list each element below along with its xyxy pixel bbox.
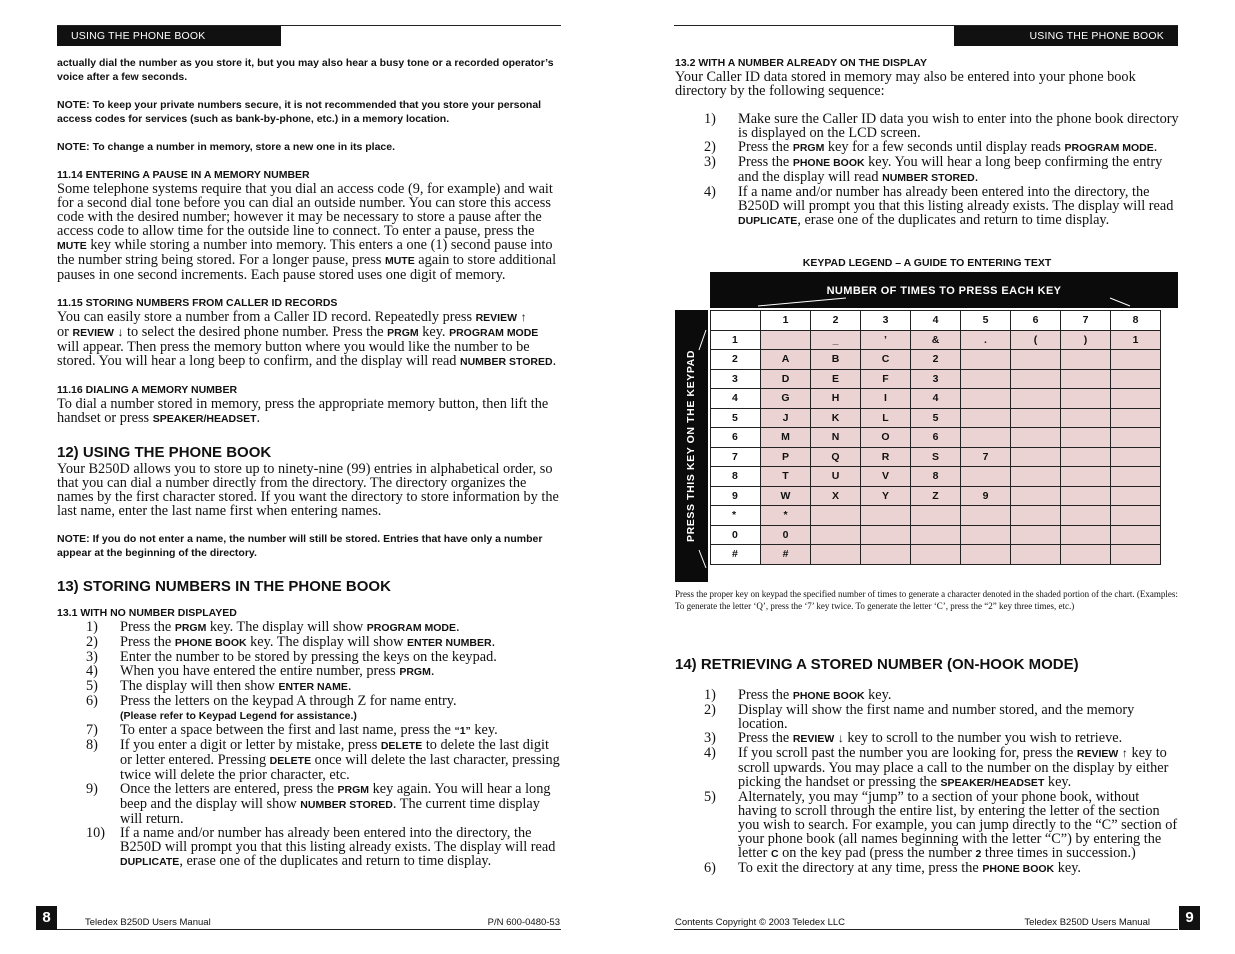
table-cell [911, 545, 961, 565]
list-item: 4) If a name and/or number has already been entered into the directory, the B250D will prompt you that this listing already exists. The display will read DUPLICATE, erase one of the duplicates and return to time display. [704, 184, 1174, 228]
table-cell [961, 428, 1011, 448]
table-cell [1111, 428, 1161, 448]
table-cell [1011, 506, 1061, 526]
table-cell [1011, 350, 1061, 370]
left-column [57, 56, 561, 869]
table-cell [961, 506, 1011, 526]
table-cell: B [811, 350, 861, 370]
table-cell: * [761, 506, 811, 526]
table-cell: T [761, 467, 811, 487]
section-13-title: 13) STORING NUMBERS IN THE PHONE BOOK [57, 578, 391, 595]
table-cell: P [761, 447, 811, 467]
footer-right-right: Teledex B250D Users Manual [1024, 917, 1150, 928]
banner-bracket-lines [710, 272, 1178, 308]
table-row [711, 545, 1161, 565]
table-cell [1061, 545, 1111, 565]
list-item: 4) When you have entered the entire number, press PRGM. [86, 663, 435, 679]
table-cell [811, 525, 861, 545]
table-cell: C [861, 350, 911, 370]
table-cell [1111, 350, 1161, 370]
table-cell [1111, 467, 1161, 487]
table-cell [1061, 467, 1111, 487]
list-item: 9) Once the letters are entered, press the PRGM key again. You will hear a long beep and the display will show NUMBER STORED. The current time display will return. [86, 781, 551, 827]
table-cell: Q [811, 447, 861, 467]
section-11-16-body: To dial a number stored in memory, press the appropriate memory button, then lift the handset or press SPEAKER/HEADSET. [57, 396, 549, 426]
footer-rule-right [674, 929, 1178, 930]
table-cell: H [811, 389, 861, 409]
section-13-1-title: 13.1 WITH NO NUMBER DISPLAYED [57, 607, 237, 619]
table-cell: V [861, 467, 911, 487]
table-cell [1061, 486, 1111, 506]
table-cell [861, 545, 911, 565]
table-cell: D [761, 369, 811, 389]
table-cell [1011, 369, 1061, 389]
table-cell [1011, 428, 1061, 448]
row-key: 2 [711, 350, 761, 370]
section-14-steps [675, 688, 1179, 876]
table-cell: 7 [961, 447, 1011, 467]
table-cell: 4 [911, 389, 961, 409]
table-cell [1061, 428, 1111, 448]
table-row [711, 350, 1161, 370]
list-item: 5) Alternately, you may “jump” to a section of your phone book, without having to scroll through the entire list, by entering the letter of the section you wish to search. For example, you can jump directly to the “C” section of your phone book (all names beginning with the letter “C”) by entering the letter C on the key pad (press the number 2 three times in succession.) [704, 789, 1178, 861]
table-cell [961, 545, 1011, 565]
table-row [711, 389, 1161, 409]
table-cell: K [811, 408, 861, 428]
table-cell [861, 506, 911, 526]
table-cell: W [761, 486, 811, 506]
table-cell [961, 369, 1011, 389]
section-13-2-title: 13.2 WITH A NUMBER ALREADY ON THE DISPLAY [675, 57, 928, 69]
table-cell: ( [1011, 330, 1061, 350]
list-item: 10) If a name and/or number has already been entered into the directory, the B250D will prompt you that this listing already exists. The display will read DUPLICATE, erase one of the duplicates and return to time display. [86, 825, 556, 869]
list-item: 5) The display will then show ENTER NAME. [86, 678, 352, 694]
table-cell: 2 [911, 350, 961, 370]
table-cell: 5 [911, 408, 961, 428]
list-item: 7) To enter a space between the first and last name, press the “1” key. [86, 722, 498, 738]
keypad-caption: Press the proper key on keypad the specified number of times to generate a character denoted in the shaded portion of the chart. (Examples: To generate the letter ‘Q’, press the ‘7’ key twice. To generate the letter ‘C’, press the “2” key three times, etc.) [675, 589, 1178, 611]
page-number-right: 9 [1179, 906, 1200, 930]
table-row [711, 408, 1161, 428]
table-cell: R [861, 447, 911, 467]
table-cell [1061, 408, 1111, 428]
table-cell: N [811, 428, 861, 448]
col-header: 3 [861, 311, 911, 331]
list-item: 8) If you enter a digit or letter by mistake, press DELETE to delete the last digit or letter entered. Pressing DELETE once will delete the last character, pressing twice will delete the prior character, etc. [86, 737, 560, 783]
list-item: 3) Enter the number to be stored by pressing the keys on the keypad. [86, 649, 497, 665]
table-cell: X [811, 486, 861, 506]
table-cell [761, 330, 811, 350]
row-key: 8 [711, 467, 761, 487]
table-row [711, 506, 1161, 526]
section-14 [675, 656, 1179, 876]
table-cell: L [861, 408, 911, 428]
col-header: 5 [961, 311, 1011, 331]
table-cell: M [761, 428, 811, 448]
table-cell: & [911, 330, 961, 350]
table-cell [961, 408, 1011, 428]
table-cell [961, 467, 1011, 487]
table-cell [811, 545, 861, 565]
table-cell [1111, 369, 1161, 389]
arrow-down-icon: ↓ [837, 731, 844, 745]
table-cell: 6 [911, 428, 961, 448]
table-cell: E [811, 369, 861, 389]
keypad-legend [675, 272, 1178, 582]
table-row [711, 467, 1161, 487]
table-cell: F [861, 369, 911, 389]
section-12-note: NOTE: If you do not enter a name, the number will still be stored. Entries that have only a number appear at the beginning of the directory. [57, 533, 543, 559]
page-8 [0, 0, 617, 954]
section-11-14-title: 11.14 ENTERING A PAUSE IN A MEMORY NUMBER [57, 169, 310, 181]
row-key: # [711, 545, 761, 565]
col-header: 1 [761, 311, 811, 331]
header-tab: USING THE PHONE BOOK [954, 26, 1178, 46]
intro-text: actually dial the number as you store it, but you may also hear a busy tone or a recorded operator’s voice after a few seconds. [57, 57, 554, 83]
keypad-banner [710, 272, 1178, 308]
row-key: * [711, 506, 761, 526]
table-cell [961, 389, 1011, 409]
list-item: 3) Press the REVIEW ↓ key to scroll to the number you wish to retrieve. [704, 730, 1123, 746]
list-item: 1) Press the PRGM key. The display will show PROGRAM MODE. [86, 619, 460, 635]
section-12-body: Your B250D allows you to store up to ninety-nine (99) entries in alphabetical order, so that you can dial a number directly from the directory. The directory organizes the names by the first character stored. If you want the directory to store information by the last name, enter the last name first when entering names. [57, 461, 559, 519]
table-cell [1111, 525, 1161, 545]
list-item: 4) If you scroll past the number you are looking for, press the REVIEW ↑ key to scroll upwards. You may place a call to the number on the display by either picking the handset or pressing the SPEAKER/HEADSET key. [704, 745, 1169, 790]
table-row [711, 369, 1161, 389]
list-item: 2) Display will show the first name and number stored, and the memory location. [704, 702, 1135, 732]
table-cell [1111, 486, 1161, 506]
table-cell: 9 [961, 486, 1011, 506]
section-12-title: 12) USING THE PHONE BOOK [57, 444, 272, 461]
table-row [711, 486, 1161, 506]
table-row [711, 447, 1161, 467]
list-item: 1) Press the PHONE BOOK key. [704, 687, 892, 703]
table-cell: A [761, 350, 811, 370]
list-item: 6) To exit the directory at any time, press the PHONE BOOK key. [704, 860, 1081, 876]
table-cell: . [961, 330, 1011, 350]
table-cell [861, 525, 911, 545]
table-cell [811, 506, 861, 526]
table-cell [1111, 447, 1161, 467]
table-cell: _ [811, 330, 861, 350]
table-cell: 3 [911, 369, 961, 389]
section-13-1-steps [57, 620, 561, 869]
list-item: 2) Press the PRGM key for a few seconds until display reads PROGRAM MODE. [704, 139, 1158, 155]
footer-left-right: Contents Copyright © 2003 Teledex LLC [675, 917, 846, 928]
table-cell [1011, 408, 1061, 428]
table-cell: Y [861, 486, 911, 506]
table-cell: I [861, 389, 911, 409]
list-item: 3) Press the PHONE BOOK key. You will hear a long beep confirming the entry and the display will read NUMBER STORED. [704, 154, 1163, 185]
table-cell: 0 [761, 525, 811, 545]
keypad-side-label: PRESS THIS KEY ON THE KEYPAD [675, 310, 708, 582]
col-header: 4 [911, 311, 961, 331]
table-cell [911, 525, 961, 545]
list-item: 2) Press the PHONE BOOK key. The display will show ENTER NUMBER. [86, 634, 496, 650]
table-cell [1011, 467, 1061, 487]
table-cell: ’ [861, 330, 911, 350]
table-cell [1111, 389, 1161, 409]
footer-left: Teledex B250D Users Manual [85, 917, 211, 928]
section-11-15-body: You can easily store a number from a Caller ID record. Repeatedly press REVIEW ↑ or REVIEW ↓ to select the desired phone number. Press the PRGM key. PROGRAM MODE will appear. Then press the memory button where you would like the number to be stored. You will hear a long beep to confirm, and the display will read NUMBER STORED. [57, 309, 557, 369]
right-column [675, 56, 1179, 228]
table-cell [1111, 545, 1161, 565]
row-key: 7 [711, 447, 761, 467]
table-row [711, 330, 1161, 350]
list-item: 6) Press the letters on the keypad A through Z for name entry. (Please refer to Keypad Legend for assistance.) [86, 693, 457, 722]
arrow-up-icon: ↑ [520, 310, 527, 324]
list-item: 1) Make sure the Caller ID data you wish to enter into the phone book directory is displayed on the LCD screen. [704, 111, 1179, 141]
section-11-14-body: Some telephone systems require that you dial an access code (9, for example) and wait for a second dial tone before you can dial an outside number. You can store this access code with the desired number; however it may be necessary to store a pause after the access code to allow time for the outside line to connect. To enter a pause, press the MUTE key while storing a number into memory. This enters a one (1) second pause into the number string being stored. For a longer pause, press MUTE again to store additional pauses in one second increments. Each pause stored uses one digit of memory. [57, 181, 557, 283]
row-key: 3 [711, 369, 761, 389]
header-tab: USING THE PHONE BOOK [57, 26, 281, 46]
table-cell [961, 350, 1011, 370]
table-cell [1061, 389, 1111, 409]
table-cell [1061, 350, 1111, 370]
table-cell [1061, 369, 1111, 389]
table-cell [1011, 447, 1061, 467]
arrow-down-icon: ↓ [117, 325, 124, 339]
row-key: 0 [711, 525, 761, 545]
row-key: 4 [711, 389, 761, 409]
note-change: NOTE: To change a number in memory, store a new one in its place. [57, 141, 396, 153]
col-header: 2 [811, 311, 861, 331]
table-cell: G [761, 389, 811, 409]
table-row [711, 428, 1161, 448]
table-cell [1011, 486, 1061, 506]
row-key: 5 [711, 408, 761, 428]
row-key: 9 [711, 486, 761, 506]
table-cell: Z [911, 486, 961, 506]
table-cell [961, 525, 1011, 545]
table-cell: U [811, 467, 861, 487]
col-header: 7 [1061, 311, 1111, 331]
table-cell: ) [1061, 330, 1111, 350]
section-13-2-intro: Your Caller ID data stored in memory may also be entered into your phone book directory by the following sequence: [675, 69, 1136, 99]
section-14-title: 14) RETRIEVING A STORED NUMBER (ON-HOOK MODE) [675, 656, 1079, 673]
table-cell: 1 [1111, 330, 1161, 350]
table-cell [1061, 506, 1111, 526]
table-cell [1011, 389, 1061, 409]
table-row [711, 525, 1161, 545]
table-cell: # [761, 545, 811, 565]
table-cell [1011, 545, 1061, 565]
keypad-legend-title: KEYPAD LEGEND – A GUIDE TO ENTERING TEXT [802, 257, 1052, 269]
table-cell [911, 506, 961, 526]
arrow-up-icon: ↑ [1121, 746, 1128, 760]
col-header: 6 [1011, 311, 1061, 331]
side-bracket-lines [675, 310, 708, 582]
footer-rule [57, 929, 561, 930]
table-cell [1061, 447, 1111, 467]
row-key: 1 [711, 330, 761, 350]
col-header: 8 [1111, 311, 1161, 331]
table-cell [1061, 525, 1111, 545]
table-cell: 8 [911, 467, 961, 487]
table-cell [1011, 525, 1061, 545]
section-11-16-title: 11.16 DIALING A MEMORY NUMBER [57, 384, 238, 396]
table-cell [1111, 506, 1161, 526]
corner-cell [711, 311, 761, 331]
row-key: 6 [711, 428, 761, 448]
page-number: 8 [36, 906, 57, 930]
section-13-2-steps [675, 112, 1179, 228]
keypad-table [710, 310, 1161, 565]
note-security: NOTE: To keep your private numbers secure, it is not recommended that you store your personal access codes for services (such as bank-by-phone, etc.) in a memory location. [57, 99, 542, 125]
table-cell: S [911, 447, 961, 467]
section-11-15-title: 11.15 STORING NUMBERS FROM CALLER ID RECORDS [57, 297, 338, 309]
keypad-banner-label: NUMBER OF TIMES TO PRESS EACH KEY [826, 285, 1062, 297]
table-cell [1111, 408, 1161, 428]
table-cell: O [861, 428, 911, 448]
footer-right: P/N 600-0480-53 [487, 917, 560, 928]
table-cell: J [761, 408, 811, 428]
